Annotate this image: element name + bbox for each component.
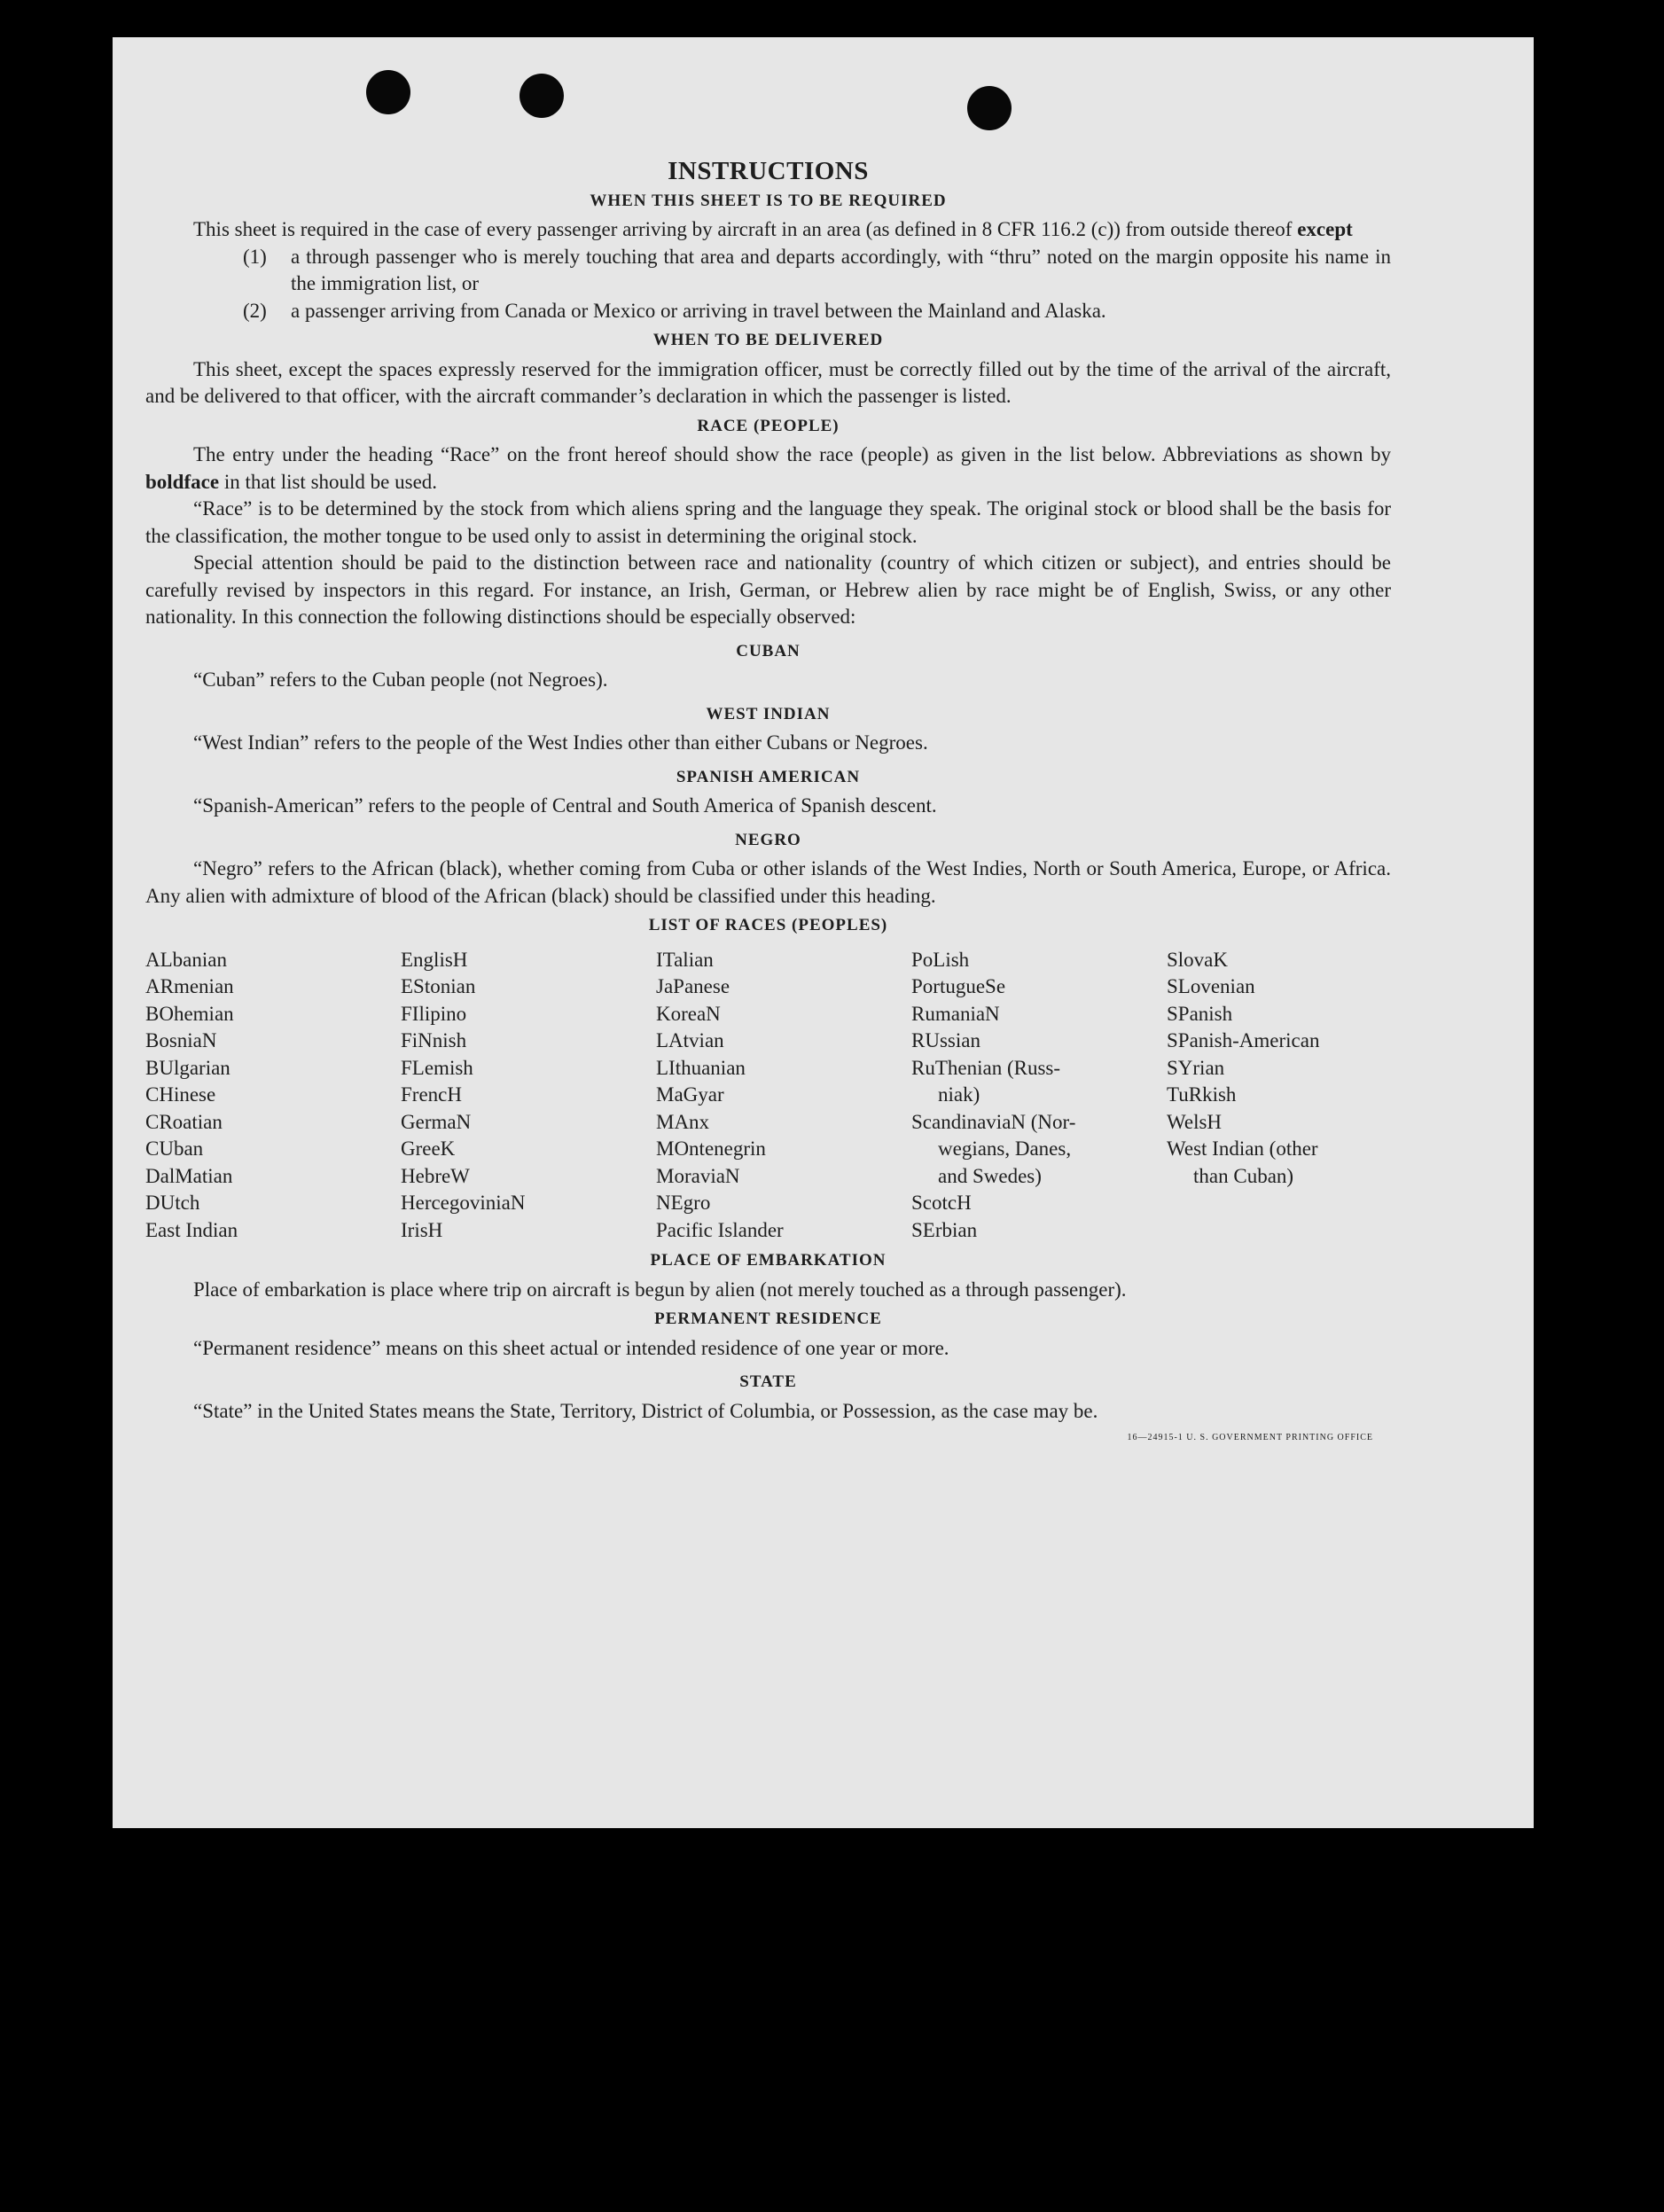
race-entry: LIthuanian [656,1056,746,1079]
race-p1-a: The entry under the heading “Race” on the front hereof should show the race (people) as given in the list below. Abbreviations as shown by [193,443,1391,465]
punch-hole [967,86,1012,130]
race-entry: ITalian [656,948,714,971]
state-text: “State” in the United States means the State, Territory, District of Columbia, or Possession, as the case may be. [193,1399,1098,1422]
punch-hole [366,70,410,114]
race-paragraph-3: Special attention should be paid to the distinction between race and nationality (country of which citizen or subject), and entries should be carefully revised by inspectors in this regard. For instance, an Irish, German, or Hebrew alien by race might be of English, Swiss, or any other nationality. In this connection the following distinctions should be especially observed: [145,551,1391,628]
race-entry: MaGyar [656,1083,724,1106]
race-entry: CHinese [145,1083,216,1106]
race-entry: FiNnish [401,1029,467,1051]
when-required-text [145,216,1391,244]
races-column-2 [401,947,656,1245]
race-entry: PoLish [911,948,970,971]
race-entry-continuation: and Swedes) [938,1164,1042,1187]
race-entry: ARmenian [145,975,234,997]
race-entry: SPanish-American [1167,1029,1320,1051]
race-entry: Pacific Islander [656,1218,784,1241]
race-p1-b: in that list should be used. [219,470,438,493]
when-required-intro: This sheet is required in the case of every passenger arriving by aircraft in an area (as defined in 8 CFR 116.2 (c)) from outside thereof [193,218,1298,240]
race-entry: SPanish [1167,1002,1233,1025]
section-heading-west-indian: WEST INDIAN [706,704,831,723]
race-entry: EnglisH [401,948,468,971]
race-entry: EStonian [401,975,476,997]
embarkation-text: Place of embarkation is place where trip on aircraft is begun by alien (not merely touched as a through passenger). [193,1278,1127,1301]
race-entry: West Indian (other [1167,1137,1318,1160]
item-number: (1) [243,245,267,268]
race-entry: RUssian [911,1029,980,1051]
races-column-1 [145,947,401,1245]
negro-text: “Negro” refers to the African (black), whether coming from Cuba or other islands of the West Indies, North or South America, Europe, or Africa. Any alien with admixture of blood of the African (black) should be classified under this heading. [145,857,1391,907]
item-number: (2) [243,299,267,322]
race-entry: JaPanese [656,975,730,997]
spanish-american-text: “Spanish-American” refers to the people of Central and South America of Spanish descent. [193,794,937,817]
when-required-except: except [1297,218,1353,240]
race-entry: RumaniaN [911,1002,1000,1025]
race-entry: HebreW [401,1164,470,1187]
section-heading-residence: PERMANENT RESIDENCE [654,1309,882,1328]
section-heading-negro: NEGRO [735,830,801,849]
section-heading-cuban: CUBAN [736,641,801,660]
list-item [145,298,1391,325]
race-entry: NEgro [656,1192,711,1214]
race-entry: IrisH [401,1218,443,1241]
race-entry: BosniaN [145,1029,217,1051]
race-entry: HercegoviniaN [401,1192,526,1214]
race-entry-continuation: wegians, Danes, [938,1137,1072,1160]
race-entry: BUlgarian [145,1056,230,1079]
race-entry: East Indian [145,1218,238,1241]
race-entry: KoreaN [656,1002,721,1025]
race-paragraph-1 [145,442,1391,496]
section-heading-state: STATE [739,1372,797,1391]
race-entry: TuRkish [1167,1083,1237,1106]
when-delivered-text: This sheet, except the spaces expressly reserved for the immigration officer, must be correctly filled out by the time of the arrival of the aircraft, and be delivered to that officer, with the aircraft commander’s declaration in which the passenger is listed. [145,357,1391,407]
residence-text: “Permanent residence” means on this sheet actual or intended residence of one year or more. [193,1336,949,1359]
race-entry: FrencH [401,1083,462,1106]
race-p1-bold: boldface [145,470,220,493]
race-entry: MAnx [656,1110,710,1133]
race-entry: WelsH [1167,1110,1223,1133]
item-text: a through passenger who is merely touching that area and departs accordingly, with “thru” noted on the margin opposite his name in the immigration list, or [291,245,1391,294]
document-sheet [113,37,1534,1828]
race-entry: DalMatian [145,1164,233,1187]
race-entry: SlovaK [1167,948,1228,971]
list-item [145,244,1391,298]
punch-hole [520,74,564,118]
section-heading-embarkation: PLACE OF EMBARKATION [650,1251,887,1270]
race-entry: SErbian [911,1218,978,1241]
race-entry: CUban [145,1137,204,1160]
section-heading-race: RACE (PEOPLE) [697,416,840,435]
race-entry: ScandinaviaN (Nor- [911,1110,1076,1133]
page-title: INSTRUCTIONS [668,157,869,185]
race-entry: MoraviaN [656,1164,740,1187]
race-entry: GermaN [401,1110,472,1133]
race-entry: SLovenian [1167,975,1255,997]
race-paragraph-2: “Race” is to be determined by the stock from which aliens spring and the language they speak. The original stock or blood shall be the basis for the classification, the mother tongue to be used only to assist in determining the original stock. [145,497,1391,547]
race-entry-continuation: niak) [938,1083,980,1106]
races-list [145,947,1391,1245]
race-entry: ALbanian [145,948,227,971]
section-heading-list-of-races: LIST OF RACES (PEOPLES) [648,916,888,934]
item-text: a passenger arriving from Canada or Mexico or arriving in travel between the Mainland and Alaska. [291,299,1106,322]
section-heading-spanish-american: SPANISH AMERICAN [676,767,861,786]
west-indian-text: “West Indian” refers to the people of the West Indies other than either Cubans or Negroes. [193,731,928,754]
cuban-text: “Cuban” refers to the Cuban people (not Negroes). [193,668,608,691]
footer [145,1425,1391,1452]
instructions-content [145,158,1391,1452]
race-entry: LAtvian [656,1029,724,1051]
race-entry: SYrian [1167,1056,1225,1079]
race-entry: RuThenian (Russ- [911,1056,1061,1079]
races-column-4 [911,947,1167,1245]
race-entry: ScotcH [911,1192,972,1214]
race-entry: GreeK [401,1137,456,1160]
races-column-5 [1167,947,1391,1245]
section-heading-when-required: WHEN THIS SHEET IS TO BE REQUIRED [590,191,947,210]
print-code: 16—24915-1 U. S. GOVERNMENT PRINTING OFFICE [1127,1433,1373,1442]
race-entry-continuation: than Cuban) [1193,1164,1294,1187]
race-entry: FLemish [401,1056,473,1079]
race-entry: BOhemian [145,1002,234,1025]
race-entry: PortugueSe [911,975,1006,997]
race-entry: CRoatian [145,1110,223,1133]
section-heading-when-delivered: WHEN TO BE DELIVERED [652,331,884,349]
race-entry: FIlipino [401,1002,467,1025]
races-column-3 [656,947,911,1245]
race-entry: MOntenegrin [656,1137,766,1160]
race-entry: DUtch [145,1192,200,1214]
